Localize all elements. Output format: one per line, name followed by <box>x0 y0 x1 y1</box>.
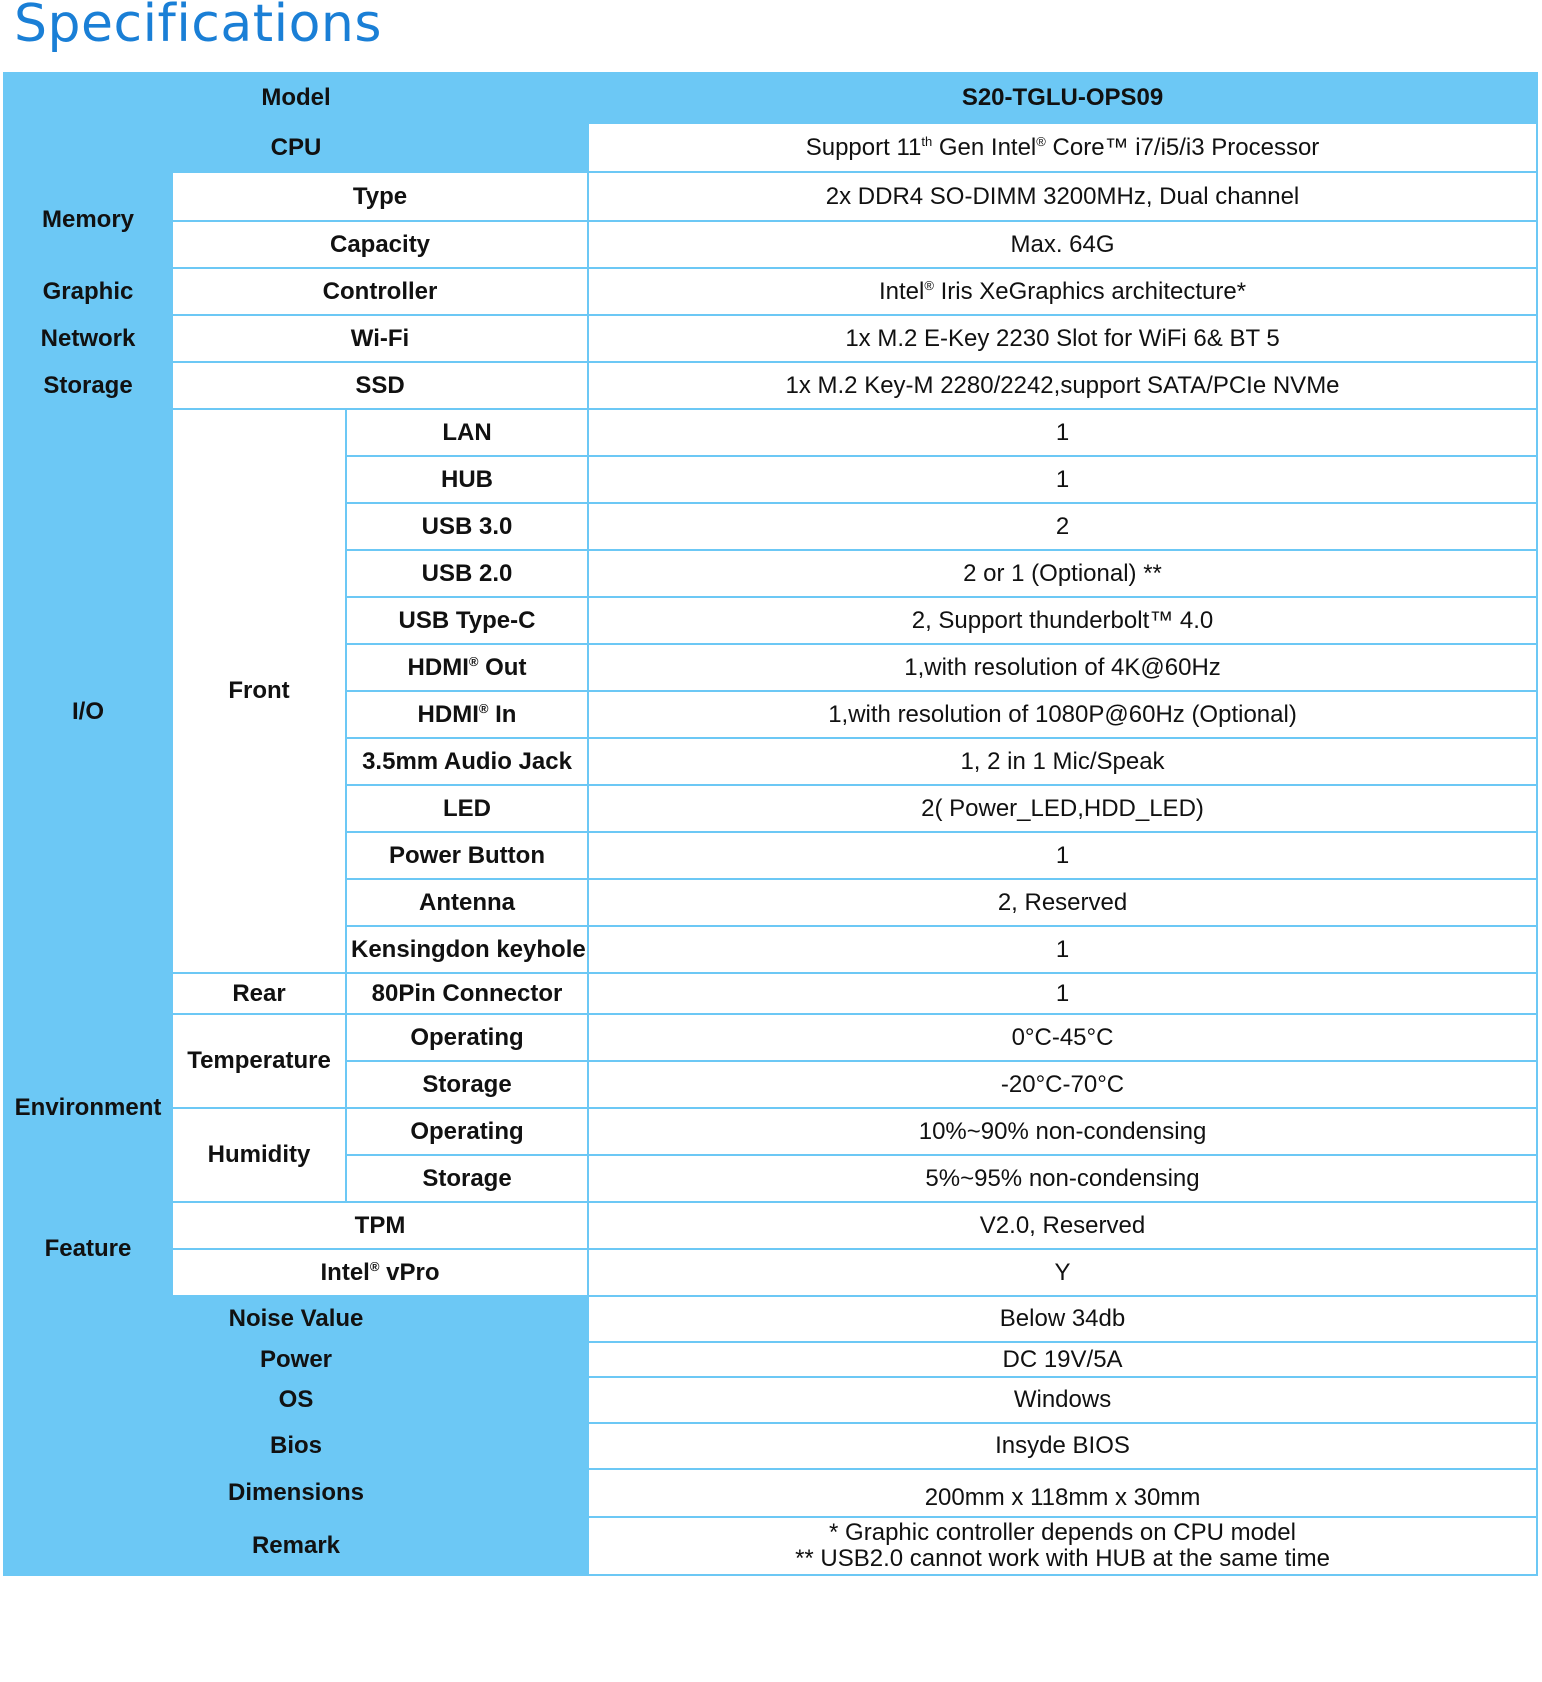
io-item-value: 1 <box>588 973 1537 1014</box>
io-item-name: 80Pin Connector <box>346 973 588 1014</box>
row-memory-type <box>4 172 1537 221</box>
graphic-label: Graphic <box>4 268 172 315</box>
io-item-name: HDMI® Out <box>346 644 588 691</box>
memory-label: Memory <box>4 172 172 268</box>
io-item-name: LAN <box>346 409 588 456</box>
network-sub-label: Wi-Fi <box>172 315 588 362</box>
dimensions-value: 200mm x 118mm x 30mm <box>588 1469 1537 1517</box>
temp-storage-label: Storage <box>346 1061 588 1108</box>
row-os <box>4 1377 1537 1423</box>
hum-storage-label: Storage <box>346 1155 588 1202</box>
cpu-value: Support 11th Gen Intel® Core™ i7/i5/i3 Processor <box>588 123 1537 172</box>
io-item-name: HDMI® In <box>346 691 588 738</box>
temp-operating-value: 0°C-45°C <box>588 1014 1537 1061</box>
storage-sub-label: SSD <box>172 362 588 409</box>
io-item-value: 2( Power_LED,HDD_LED) <box>588 785 1537 832</box>
row-graphic <box>4 268 1537 315</box>
io-item-name: Kensingdon keyhole <box>346 926 588 973</box>
io-item-name: USB Type-C <box>346 597 588 644</box>
row-remark <box>4 1517 1537 1575</box>
io-item-name: USB 3.0 <box>346 503 588 550</box>
io-label: I/O <box>4 409 172 1014</box>
row-bios <box>4 1423 1537 1469</box>
io-item-value: 2 or 1 (Optional) ** <box>588 550 1537 597</box>
row-dimensions <box>4 1469 1537 1517</box>
io-item-value: 1 <box>588 409 1537 456</box>
network-value: 1x M.2 E-Key 2230 Slot for WiFi 6& BT 5 <box>588 315 1537 362</box>
environment-label: Environment <box>4 1014 172 1202</box>
feature-label: Feature <box>4 1202 172 1296</box>
power-label: Power <box>4 1342 588 1377</box>
io-item-value: 2, Reserved <box>588 879 1537 926</box>
hum-operating-label: Operating <box>346 1108 588 1155</box>
remark-line-1: * Graphic controller depends on CPU model <box>829 1519 1296 1546</box>
row-memory-capacity <box>4 221 1537 268</box>
cpu-label: CPU <box>4 123 588 172</box>
os-value: Windows <box>588 1377 1537 1423</box>
tpm-label: TPM <box>172 1202 588 1249</box>
io-item-name: Antenna <box>346 879 588 926</box>
row-storage <box>4 362 1537 409</box>
io-item-name: HUB <box>346 456 588 503</box>
model-value: S20-TGLU-OPS09 <box>588 73 1537 123</box>
io-item-value: 2, Support thunderbolt™ 4.0 <box>588 597 1537 644</box>
row-power <box>4 1342 1537 1377</box>
io-item-name: Power Button <box>346 832 588 879</box>
io-item-value: 1,with resolution of 4K@60Hz <box>588 644 1537 691</box>
row-io-lan <box>4 409 1537 456</box>
io-item-name: 3.5mm Audio Jack <box>346 738 588 785</box>
row-network <box>4 315 1537 362</box>
model-label: Model <box>4 73 588 123</box>
row-feature-tpm <box>4 1202 1537 1249</box>
noise-label: Noise Value <box>4 1296 588 1342</box>
io-item-name: USB 2.0 <box>346 550 588 597</box>
remark-line-2: ** USB2.0 cannot work with HUB at the same time <box>795 1545 1330 1572</box>
io-rear-label: Rear <box>172 973 346 1014</box>
page-title: Specifications <box>14 0 382 54</box>
graphic-value: Intel® Iris XeGraphics architecture* <box>588 268 1537 315</box>
row-model <box>4 73 1537 123</box>
noise-value: Below 34db <box>588 1296 1537 1342</box>
graphic-sub-label: Controller <box>172 268 588 315</box>
io-front-label: Front <box>172 409 346 973</box>
remark-label: Remark <box>4 1517 588 1575</box>
row-io-rear <box>4 973 1537 1014</box>
io-item-name: LED <box>346 785 588 832</box>
io-item-value: 2 <box>588 503 1537 550</box>
dimensions-label: Dimensions <box>4 1469 588 1517</box>
io-item-value: 1, 2 in 1 Mic/Speak <box>588 738 1537 785</box>
row-env-temp-operating <box>4 1014 1537 1061</box>
io-item-value: 1 <box>588 832 1537 879</box>
power-value: DC 19V/5A <box>588 1342 1537 1377</box>
network-label: Network <box>4 315 172 362</box>
hum-storage-value: 5%~95% non-condensing <box>588 1155 1537 1202</box>
row-cpu <box>4 123 1537 172</box>
vpro-value: Y <box>588 1249 1537 1296</box>
memory-type-value: 2x DDR4 SO-DIMM 3200MHz, Dual channel <box>588 172 1537 221</box>
os-label: OS <box>4 1377 588 1423</box>
memory-type-label: Type <box>172 172 588 221</box>
remark-value <box>588 1517 1537 1575</box>
bios-label: Bios <box>4 1423 588 1469</box>
spec-table <box>3 72 1538 1576</box>
io-item-value: 1 <box>588 456 1537 503</box>
storage-label: Storage <box>4 362 172 409</box>
io-item-value: 1,with resolution of 1080P@60Hz (Optional) <box>588 691 1537 738</box>
row-feature-vpro <box>4 1249 1537 1296</box>
memory-capacity-label: Capacity <box>172 221 588 268</box>
hum-operating-value: 10%~90% non-condensing <box>588 1108 1537 1155</box>
io-item-value: 1 <box>588 926 1537 973</box>
storage-value: 1x M.2 Key-M 2280/2242,support SATA/PCIe NVMe <box>588 362 1537 409</box>
row-env-hum-operating <box>4 1108 1537 1155</box>
temp-operating-label: Operating <box>346 1014 588 1061</box>
humidity-label: Humidity <box>172 1108 346 1202</box>
tpm-value: V2.0, Reserved <box>588 1202 1537 1249</box>
vpro-label: Intel® vPro <box>172 1249 588 1296</box>
memory-capacity-value: Max. 64G <box>588 221 1537 268</box>
temp-storage-value: -20°C-70°C <box>588 1061 1537 1108</box>
temperature-label: Temperature <box>172 1014 346 1108</box>
row-noise <box>4 1296 1537 1342</box>
bios-value: Insyde BIOS <box>588 1423 1537 1469</box>
